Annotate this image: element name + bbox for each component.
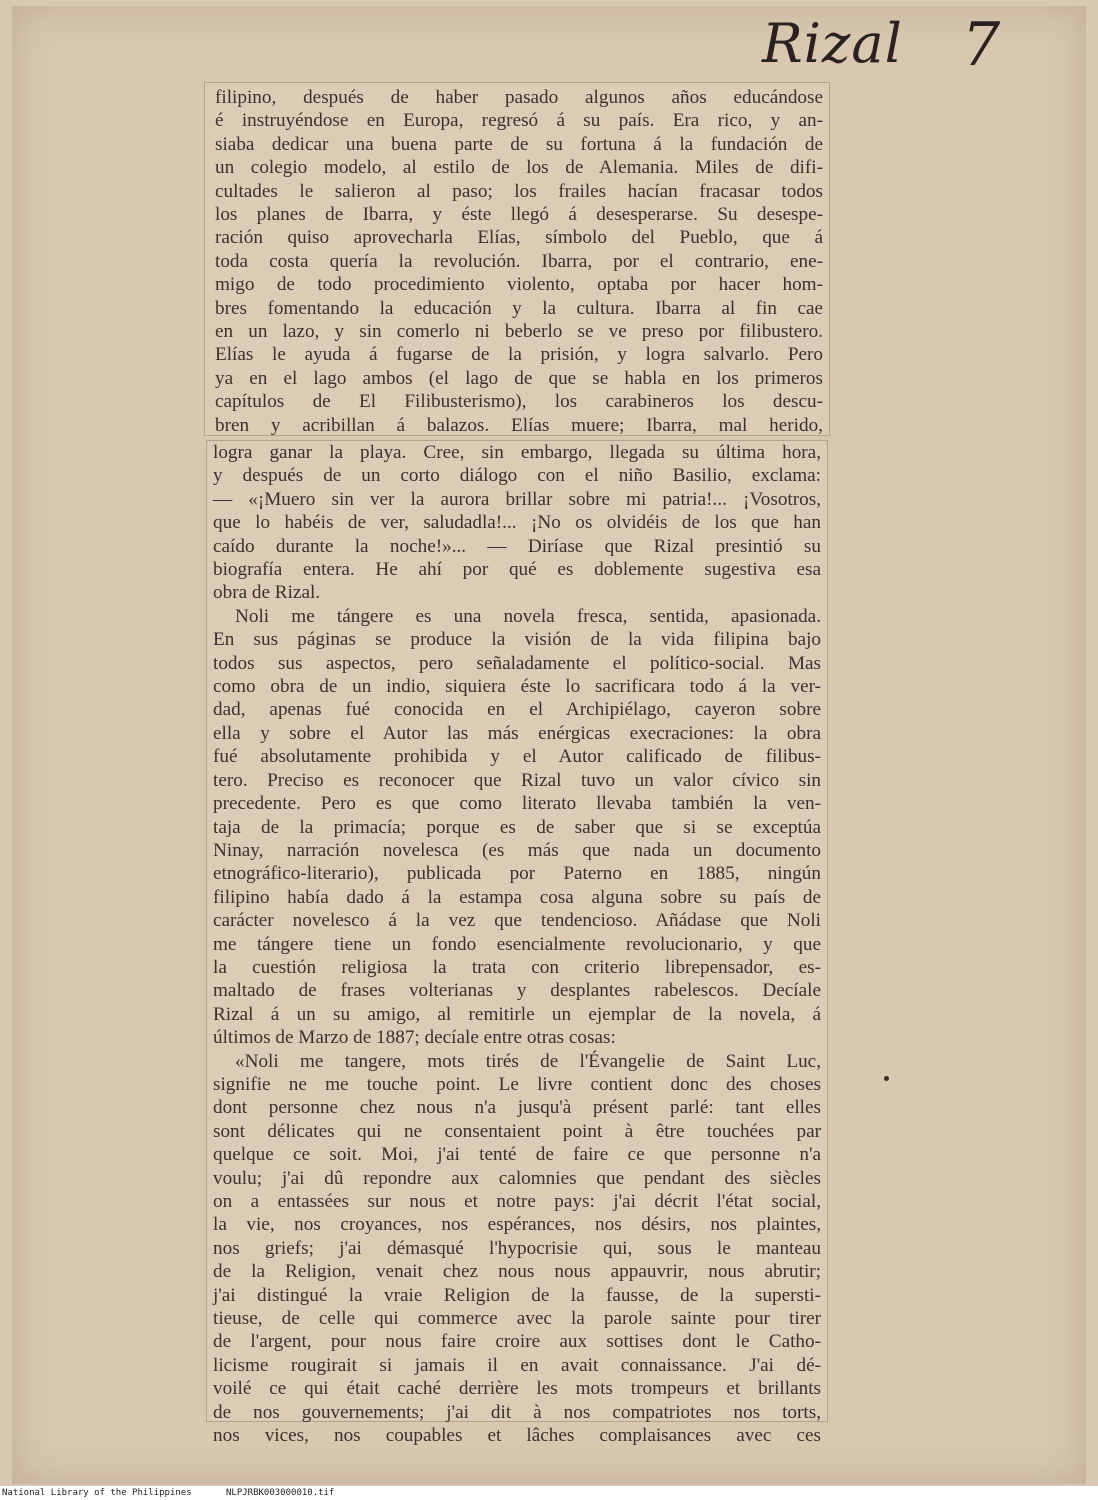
text-line: ración quiso aprovecharla Elías, símbolo del Pueblo, que á [215,227,823,249]
text-line: filipino, después de haber pasado algunos años educándose [215,87,823,108]
text-line: fué absolutamente prohibida y el Autor calificado de filibus- [213,746,821,768]
text-line: ya en el lago ambos (el lago de que se habla en los primeros [215,367,823,389]
text-line: biografía entera. He ahí por qué es doblemente sugestiva esa [213,559,821,581]
text-line: la cuestión religiosa la trata con criterio librepensador, es- [213,956,821,978]
text-line: bren y acribillan á balazos. Elías muere; Ibarra, mal herido, [215,414,823,436]
text-line: como obra de un indio, siquiera éste lo sacrificara todo á la ver- [213,676,821,698]
text-line: que lo habéis de ver, saludadla!... ¡No os olvidéis de los que han [213,512,821,534]
text-line: nos vices, nos coupables et lâches complaisances avec ces [213,1425,821,1447]
text-line: dont personne chez nous n'a jusqu'à présent parlé: tant elles [213,1097,821,1119]
text-line: de la Religion, venait chez nous nous appauvrir, nous abrutir; [213,1261,821,1283]
text-line: licisme rougirait si jamais il en avait connaissance. J'ai dé- [213,1354,821,1376]
text-line: todos sus aspectos, pero señaladamente el político-social. Mas [213,652,821,674]
handwritten-label: Rizal [762,12,903,75]
text-line: sont délicates qui ne consentaient point à être touchées par [213,1120,821,1142]
text-line: de l'argent, pour nous faire croire aux sottises dont le Catho- [213,1331,821,1353]
text-line: últimos de Marzo de 1887; decíale entre otras cosas: [213,1027,616,1049]
scan-footer [0,1486,1098,1500]
ink-dot [884,1076,889,1081]
footer-filename: NLPJRBK003000010.tif [226,1488,335,1498]
text-line: — «¡Muero sin ver la aurora brillar sobre mi patria!... ¡Vosotros, [213,488,821,510]
text-line: etnográfico-literario), publicada por Paterno en 1885, ningún [213,863,821,885]
text-line: «Noli me tangere, mots tirés de l'Évangelie de Saint Luc, [235,1050,821,1072]
text-line: signifie ne me touche point. Le livre contient donc des choses [213,1073,821,1095]
text-line: tieuse, de celle qui commerce avec la parole sainte pour tirer [213,1308,821,1330]
text-line: y después de un corto diálogo con el niño Basilio, exclama: [213,465,821,487]
clipping-top [204,82,830,436]
text-line: obra de Rizal. [213,582,321,604]
text-line: Elías le ayuda á fugarse de la prisión, y logra salvarlo. Pero [215,344,823,366]
text-line: logra ganar la playa. Cree, sin embargo, llegada su última hora, [213,442,821,463]
text-line: filipino había dado á la estampa cosa alguna sobre su país de [213,886,821,908]
text-line: bres fomentando la educación y la cultura. Ibarra al fin cae [215,297,823,319]
text-line: caído durante la noche!»... — Diríase que Rizal presintió su [213,535,821,557]
text-line: nos griefs; j'ai démasqué l'hypocrisie qui, sous le manteau [213,1237,821,1259]
text-line: migo de todo procedimiento violento, optaba por hacer hom- [215,274,823,296]
text-line: capítulos de El Filibusterismo), los carabineros los descu- [215,391,823,413]
text-line: cultades le salieron al paso; los frailes hacían fracasar todos [215,180,823,202]
text-line: carácter novelesco á la vez que tendencioso. Añádase que Noli [213,910,821,932]
text-line: siaba dedicar una buena parte de su fortuna á la fundación de [215,133,823,155]
text-line: quelque ce soit. Moi, j'ai tenté de faire ce que personne n'a [213,1144,821,1166]
text-line: los planes de Ibarra, y éste llegó á desesperarse. Su desespe- [215,204,823,226]
text-line: Noli me tángere es una novela fresca, sentida, apasionada. [235,605,821,627]
text-line: de nos gouvernements; j'ai dit à nos compatriotes nos torts, [213,1401,821,1423]
clipping-bottom [206,440,828,1447]
clipping-bottom-text [213,441,821,1447]
text-line: on a entassées sur nous et notre pays: j'ai décrit l'état social, [213,1191,821,1212]
text-line: tero. Preciso es reconocer que Rizal tuvo un valor cívico sin [213,769,821,791]
text-line: voulu; j'ai dû repondre aux calomnies que pendant des siècles [213,1167,821,1189]
text-line: Rizal á un su amigo, al remitirle un ejemplar de la novela, á [213,1003,821,1025]
text-line: toda costa quería la revolución. Ibarra, por el contrario, ene- [215,250,823,272]
handwritten-page-number: 7 [962,10,1001,80]
text-line: Ninay, narración novelesca (es más que nada un documento [213,839,821,861]
text-line: taja de la primacía; porque es de saber que si se exceptúa [213,816,821,838]
text-line: maltado de frases volterianas y desplantes rabelescos. Decíale [213,980,821,1002]
text-line: ella y sobre el Autor las más enérgicas execraciones: la obra [213,722,821,744]
text-line: un colegio modelo, al estilo de los de Alemania. Miles de difi- [215,157,823,179]
text-line: dad, apenas fué conocida en el Archipiélago, cayeron sobre [213,699,821,721]
text-line: En sus páginas se produce la visión de la vida filipina bajo [213,629,821,651]
footer-library: National Library of the Philippines [2,1488,192,1498]
text-line: me tángere tiene un fondo esencialmente revolucionario, y que [213,933,821,955]
text-line: en un lazo, y sin comerlo ni beberlo se ve preso por filibustero. [215,321,823,343]
text-line: la vie, nos croyances, nos espérances, nos désirs, nos plaintes, [213,1214,821,1236]
text-line: voilé ce qui était caché derrière les mots trompeurs et brillants [213,1378,821,1400]
clipping-top-text [215,86,823,437]
text-line: j'ai distingué la vraie Religion de la fausse, de la supersti- [213,1284,821,1306]
text-line: é instruyéndose en Europa, regresó á su país. Era rico, y an- [215,110,823,132]
text-line: precedente. Pero es que como literato llevaba también la ven- [213,793,821,815]
